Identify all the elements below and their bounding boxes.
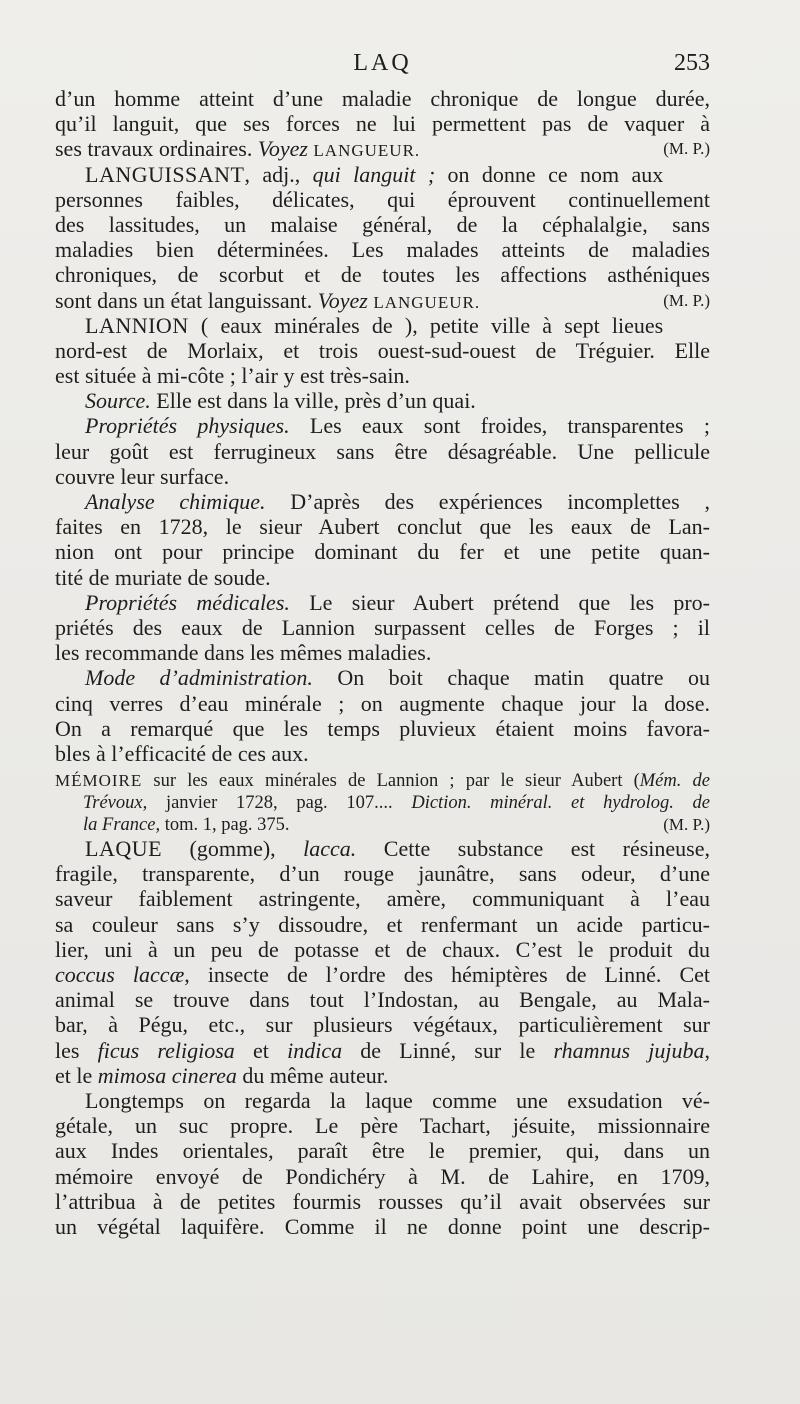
text-run: Cette substance est résineuse, <box>356 836 710 862</box>
subsection-label: Mode d’administration. <box>85 665 313 691</box>
entry-first-line <box>55 836 710 861</box>
author-initials: (M. P.) <box>663 139 710 159</box>
text-line <box>55 288 710 313</box>
subsection-line <box>55 665 710 690</box>
text-run: sont dans un état languissant. <box>55 287 313 313</box>
subsection-line <box>55 489 710 514</box>
text-line: mémoire envoyé de Pondichéry à M. de Lahire, en 1709, <box>55 1163 710 1189</box>
subsection-label: Propriétés physiques. <box>85 413 290 439</box>
text-line: d’un homme atteint d’une maladie chronique de longue durée, <box>55 86 710 111</box>
text-run: du même auteur. <box>236 1062 389 1088</box>
text-line: est située à mi-côte ; l’air y est très-sain. <box>55 363 410 389</box>
text-run: , janvier 1728, pag. 107.... <box>142 793 412 814</box>
text-line <box>55 962 710 987</box>
text-run: ( eaux minérales de ), petite ville à sept lieues <box>188 312 664 338</box>
text-line: Longtemps on regarda la laque comme une exsudation vé- <box>85 1087 710 1113</box>
bibliography-line <box>55 770 710 792</box>
text-line: animal se trouve dans tout l’Indostan, au Bengale, au Mala- <box>55 987 710 1013</box>
text-line: leur goût est ferrugineux sans être désagréable. Une pellicule <box>55 438 710 464</box>
text-line: gétale, un suc propre. Le père Tachart, jésuite, missionnaire <box>55 1113 710 1139</box>
text-run: Elle est dans la ville, près d’un quai. <box>150 388 476 414</box>
text-run: Le sieur Aubert prétend que les pro- <box>289 589 711 615</box>
cross-reference: LANGUEUR. <box>313 141 421 161</box>
text-line: maladies bien déterminées. Les malades atteints de maladies <box>55 237 710 263</box>
text-line: bles à l’efficacité de ces aux. <box>55 740 309 766</box>
bibliography-label: MÉMOIRE <box>55 771 143 791</box>
text-line: l’attribua à de petites fourmis rousses qu’il avait observées sur <box>55 1188 710 1214</box>
italic-run: la France <box>83 815 156 836</box>
italic-run: rhamnus jujuba <box>553 1037 705 1063</box>
author-initials: (M. P.) <box>663 290 710 310</box>
subsection-label: Source. <box>85 388 151 414</box>
italic-run: coccus laccæ <box>55 962 185 987</box>
text-run: et <box>234 1037 288 1063</box>
italic-run: indica <box>287 1037 343 1063</box>
text-run: , tom. 1, pag. 375. <box>155 815 290 836</box>
text-run: D’après des expériences incomplettes , <box>265 489 710 514</box>
text-run: , adj., <box>244 161 313 187</box>
page-text <box>55 86 710 1239</box>
voyez-ref: Voyez <box>257 136 308 162</box>
text-line: saveur faiblement astringente, amère, communiquant à l’eau <box>55 886 710 912</box>
cross-reference: LANGUEUR. <box>373 292 481 312</box>
text-run: , <box>704 1037 710 1063</box>
text-run: de Linné, sur le <box>342 1037 554 1063</box>
text-line: fragile, transparente, d’un rouge jaunâtre, sans odeur, d’une <box>55 861 710 887</box>
text-run: On boit chaque matin quatre ou <box>312 665 710 691</box>
voyez-ref: Voyez <box>317 287 368 313</box>
text-line: nord-est de Morlaix, et trois ouest-sud-ouest de Tréguier. Elle <box>55 337 710 363</box>
italic-run: Diction. minéral. et hydrolog. de <box>411 793 711 814</box>
page-number: 253 <box>674 50 710 76</box>
text-line: cinq verres d’eau minérale ; on augmente chaque jour la dose. <box>55 690 710 716</box>
text-run: ses travaux ordinaires. <box>55 136 253 162</box>
italic-run: mimosa cinerea <box>97 1062 237 1088</box>
running-head: LAQ <box>353 50 412 76</box>
page-header <box>55 50 710 86</box>
text-line <box>55 1063 710 1088</box>
entry-first-line <box>55 162 710 187</box>
text-line: personnes faibles, délicates, qui éprouvent continuellement <box>55 186 710 212</box>
entry-headword: LAQUE <box>85 836 163 862</box>
entry-first-line <box>55 313 710 338</box>
subsection-line <box>55 590 710 615</box>
subsection-label: Propriétés médicales. <box>85 589 290 615</box>
entry-headword: LANGUISSANT <box>85 161 245 187</box>
text-line: On a remarqué que les temps pluvieux étaient moins favora- <box>55 715 710 741</box>
subsection-label: Analyse chimique. <box>85 489 266 514</box>
italic-run: Trévoux <box>83 793 143 814</box>
text-line: aux Indes orientales, paraît être le premier, qui, dans un <box>55 1138 710 1164</box>
text-line: qu’il languit, que ses forces ne lui permettent pas de vaquer à <box>55 111 710 137</box>
text-line: nion ont pour principe dominant du fer et une petite quan- <box>55 539 710 565</box>
text-line: un végétal laquifère. Comme il ne donne point une descrip- <box>55 1213 710 1239</box>
text-line: priétés des eaux de Lannion surpassent celles de Forges ; il <box>55 614 710 640</box>
text-line: chroniques, de scorbut et de toutes les affections asthéniques <box>55 262 710 288</box>
text-line <box>55 1038 710 1063</box>
text-line: lier, uni à un peu de potasse et de chaux. C’est le produit du <box>55 936 710 962</box>
text-line <box>55 136 710 161</box>
subsection-line <box>55 388 710 413</box>
bibliography-line <box>55 792 710 814</box>
italic-run: lacca. <box>303 836 357 862</box>
text-run: , insecte de l’ordre des hémiptères de Linné. Cet <box>184 962 710 987</box>
text-run: sur les eaux minérales de Lannion ; par le sieur Aubert ( <box>142 771 640 792</box>
text-line: sa couleur sans s’y dissoudre, et renfermant un acide particu- <box>55 911 710 937</box>
entry-headword: LANNION <box>85 312 189 338</box>
text-run: les <box>55 1037 98 1063</box>
text-line: des lassitudes, un malaise général, de la céphalalgie, sans <box>55 211 710 237</box>
text-run: Les eaux sont froides, transparentes ; <box>289 413 710 439</box>
italic-run: Mém. de <box>639 771 710 792</box>
text-run: (gomme), <box>162 836 304 862</box>
bibliography-line <box>55 814 710 836</box>
text-line: les recommande dans les mêmes maladies. <box>55 640 432 666</box>
subsection-line <box>55 413 710 438</box>
italic-run: qui languit ; <box>312 161 436 187</box>
text-line: couvre leur surface. <box>55 463 230 489</box>
italic-run: ficus religiosa <box>97 1037 235 1063</box>
text-line: tité de muriate de soude. <box>55 564 271 590</box>
text-line: bar, à Pégu, etc., sur plusieurs végétaux, particulièrement sur <box>55 1012 710 1038</box>
text-line: faites en 1728, le sieur Aubert conclut que les eaux de Lan- <box>55 514 710 540</box>
text-run: on donne ce nom aux <box>435 161 664 187</box>
text-run: et le <box>55 1062 98 1088</box>
author-initials: (M. P.) <box>663 815 710 835</box>
